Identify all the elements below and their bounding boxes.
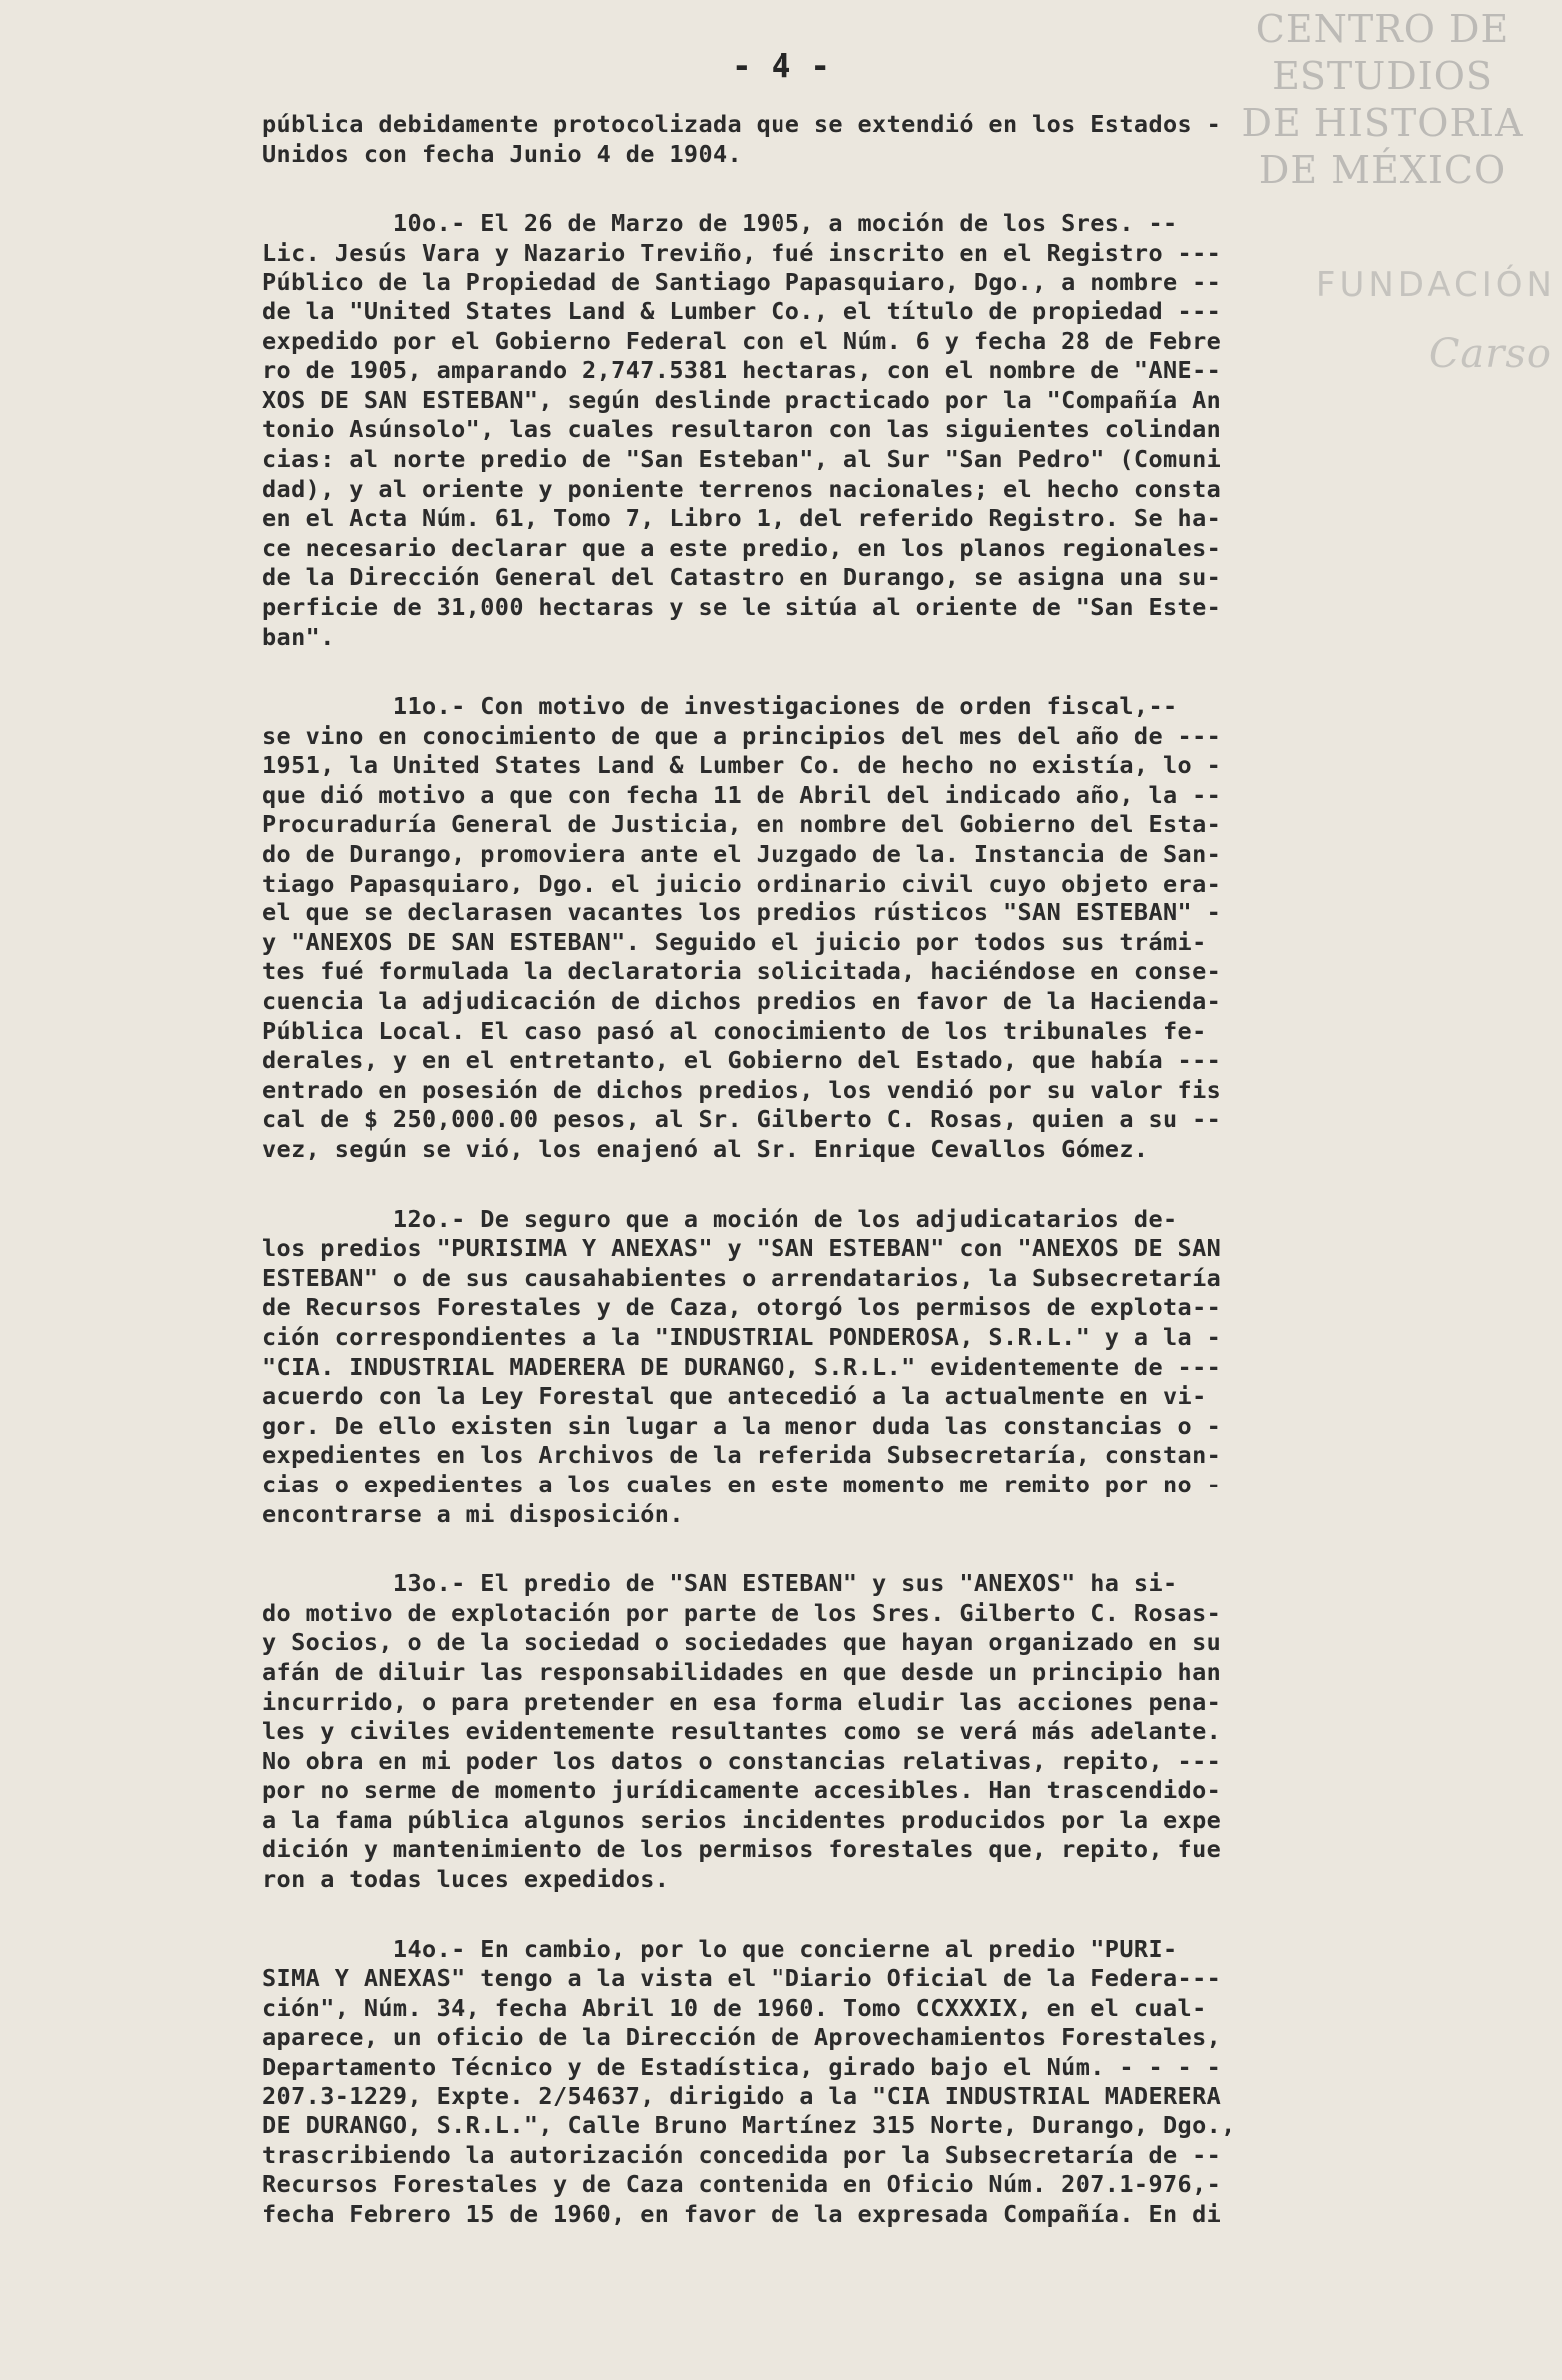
text-line: ESTEBAN" o de sus causahabientes o arrendatarios, la Subsecretaría [262,1263,1222,1292]
text-line: 207.3-1229, Expte. 2/54637, dirigido a la "CIA INDUSTRIAL MADERERA [262,2082,1222,2110]
typewritten-body [262,110,1490,2230]
text-line: y Socios, o de la sociedad o sociedades que hayan organizado en su [262,1628,1222,1657]
text-line: derales, y en el entretanto, el Gobierno del Estado, que había --- [262,1046,1222,1075]
text-line: 10o.- El 26 de Marzo de 1905, a moción de los Sres. -- [262,209,1178,238]
text-line: perficie de 31,000 hectaras y se le sitúa al oriente de "San Este- [262,592,1222,621]
text-line: aparece, un oficio de la Dirección de Aprovechamientos Forestales, [262,2023,1222,2052]
text-line: cal de $ 250,000.00 pesos, al Sr. Gilberto C. Rosas, quien a su -- [262,1105,1222,1134]
text-line: 12o.- De seguro que a moción de los adjudicatarios de- [262,1204,1178,1233]
paragraph [262,1569,1490,1895]
text-line: Público de la Propiedad de Santiago Papasquiaro, Dgo., a nombre -- [262,268,1222,297]
text-line: ción", Núm. 34, fecha Abril 10 de 1960. Tomo CCXXXIX, en el cual- [262,1993,1207,2022]
page-number: - 4 - [731,46,831,85]
text-line: ro de 1905, amparando 2,747.5381 hectaras, con el nombre de "ANE-- [262,356,1222,385]
text-line: Lic. Jesús Vara y Nazario Treviño, fué inscrito en el Registro --- [262,238,1222,267]
text-line: de Recursos Forestales y de Caza, otorgó los permisos de explota-- [262,1293,1222,1322]
text-line: ce necesario declarar que a este predio, en los planos regionales- [262,533,1222,562]
paragraph [262,1205,1490,1530]
watermark-line: DE HISTORIA [1241,101,1524,145]
text-line: los predios "PURISIMA Y ANEXAS" y "SAN ESTEBAN" con "ANEXOS DE SAN [262,1234,1222,1263]
text-line: No obra en mi poder los datos o constancias relativas, repito, --- [262,1746,1222,1775]
text-line: trascribiendo la autorización concedida por la Subsecretaría de -- [262,2140,1222,2169]
text-line: do motivo de explotación por parte de los Sres. Gilberto C. Rosas- [262,1598,1222,1627]
text-line: gor. De ello existen sin lugar a la menor duda las constancias o - [262,1411,1222,1440]
text-line: 1951, la United States Land & Lumber Co. de hecho no existía, lo - [262,751,1222,780]
text-line: Recursos Forestales y de Caza contenida en Oficio Núm. 207.1-976,- [262,2170,1222,2199]
text-line: se vino en conocimiento de que a principios del mes del año de --- [262,721,1222,750]
text-line: dición y mantenimiento de los permisos forestales que, repito, fue [262,1835,1222,1864]
text-line: les y civiles evidentemente resultantes como se verá más adelante. [262,1717,1222,1746]
text-line: ban". [262,622,335,651]
text-line: a la fama pública algunos serios incidentes producidos por la expe [262,1805,1222,1834]
text-line: 14o.- En cambio, por lo que concierne al predio "PURI- [262,1934,1178,1963]
text-line: por no serme de momento jurídicamente accesibles. Han trascendido- [262,1776,1222,1805]
text-line: incurrido, o para pretender en esa forma eludir las acciones pena- [262,1687,1222,1716]
text-line: SIMA Y ANEXAS" tengo a la vista el "Diario Oficial de la Federa--- [262,1964,1222,1993]
text-line: encontrarse a mi disposición. [262,1499,684,1528]
text-line: el que se declarasen vacantes los predios rústicos "SAN ESTEBAN" - [262,898,1222,927]
text-line: Departamento Técnico y de Estadística, girado bajo el Núm. - - - - [262,2053,1222,2082]
text-line: XOS DE SAN ESTEBAN", según deslinde practicado por la "Compañía An [262,385,1222,414]
text-line: cuencia la adjudicación de dichos predios en favor de la Hacienda- [262,987,1222,1016]
text-line: que dió motivo a que con fecha 11 de Abril del indicado año, la -- [262,780,1222,809]
text-line: Unidos con fecha Junio 4 de 1904. [262,139,743,168]
text-line: tonio Asúnsolo", las cuales resultaron con las siguientes colindan [262,415,1222,444]
text-line: Pública Local. El caso pasó al conocimiento de los tribunales fe- [262,1016,1207,1045]
text-line: ron a todas luces expedidos. [262,1865,670,1894]
text-line: y "ANEXOS DE SAN ESTEBAN". Seguido el juicio por todos sus trámi- [262,927,1207,956]
paragraph [262,110,1490,169]
watermark-line: DE MÉXICO [1258,148,1507,192]
text-line: cias o expedientes a los cuales en este momento me remito por no - [262,1470,1222,1498]
text-line: 13o.- El predio de "SAN ESTEBAN" y sus "ANEXOS" ha si- [262,1569,1178,1598]
text-line: de la "United States Land & Lumber Co., el título de propiedad --- [262,297,1222,325]
text-line: expedientes en los Archivos de la referida Subsecretaría, constan- [262,1441,1222,1470]
text-line: cias: al norte predio de "San Esteban", al Sur "San Pedro" (Comuni [262,444,1222,473]
watermark-signature: Carso [1428,331,1552,377]
text-line: fecha Febrero 15 de 1960, en favor de la expresada Compañía. En di [262,2200,1222,2228]
paragraph [262,209,1490,652]
text-line: ción correspondientes a la "INDUSTRIAL PONDEROSA, S.R.L." y a la - [262,1322,1222,1351]
text-line: dad), y al oriente y poniente terrenos nacionales; el hecho consta [262,474,1222,503]
text-line: 11o.- Con motivo de investigaciones de orden fiscal,-- [262,692,1178,721]
text-line: do de Durango, promoviera ante el Juzgado de la. Instancia de San- [262,840,1222,869]
text-line: afán de diluir las responsabilidades en que desde un principio han [262,1657,1222,1686]
text-line: tes fué formulada la declaratoria solicitada, haciéndose en conse- [262,957,1222,986]
text-line: en el Acta Núm. 61, Tomo 7, Libro 1, del referido Registro. Se ha- [262,504,1222,533]
text-line: vez, según se vió, los enajenó al Sr. Enrique Cevallos Gómez. [262,1135,1149,1163]
text-line: entrado en posesión de dichos predios, los vendió por su valor fis [262,1075,1222,1104]
text-line: DE DURANGO, S.R.L.", Calle Bruno Martínez 315 Norte, Durango, Dgo., [262,2111,1236,2140]
paragraph [262,1935,1490,2230]
text-line: Procuraduría General de Justicia, en nombre del Gobierno del Esta- [262,810,1222,839]
text-line: pública debidamente protocolizada que se extendió en los Estados - [262,110,1222,138]
text-line: de la Dirección General del Catastro en Durango, se asigna una su- [262,563,1222,592]
watermark-line: CENTRO DE [1255,7,1510,51]
paragraph [262,692,1490,1165]
watermark-line: ESTUDIOS [1272,54,1493,98]
watermark-fund: FUNDACIÓN [1315,265,1556,304]
text-line: expedido por el Gobierno Federal con el Núm. 6 y fecha 28 de Febre [262,326,1222,355]
text-line: "CIA. INDUSTRIAL MADERERA DE DURANGO, S.R.L." evidentemente de --- [262,1352,1222,1381]
text-line: tiago Papasquiaro, Dgo. el juicio ordinario civil cuyo objeto era- [262,869,1222,897]
text-line: acuerdo con la Ley Forestal que antecedió a la actualmente en vi- [262,1382,1207,1411]
